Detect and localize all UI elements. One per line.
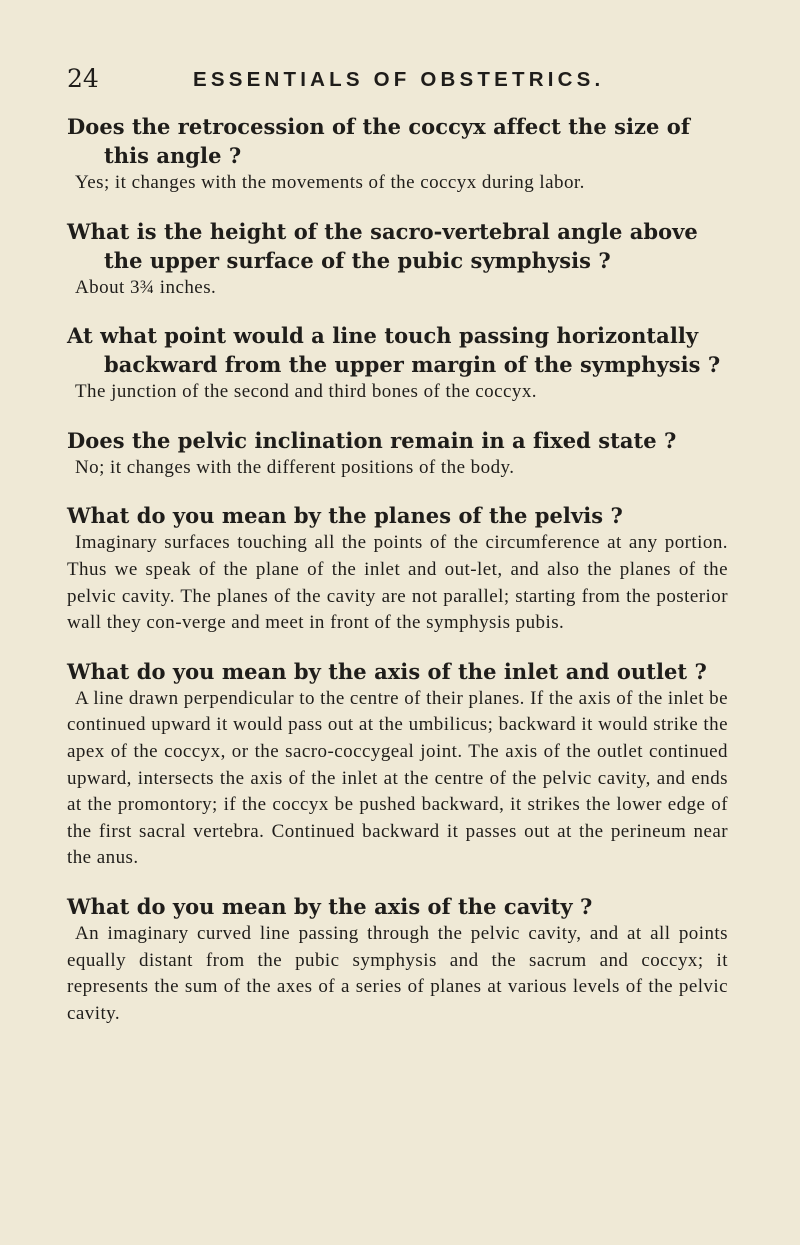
qa-item: [67, 321, 728, 406]
question-text: What is the height of the sacro-vertebral angle above the upper surface of the pubic symphysis ?: [67, 218, 698, 273]
page-number: 24: [67, 64, 99, 93]
answer-text: A line drawn perpendicular to the centre of their planes. If the axis of the inlet be continued upward it would pass out at the umbilicus; backward it would strike the apex of the coccyx, or the sacro-coccygeal joint. The axis of the outlet continued upward, intersects the axis of the inlet at the centre of the pelvic cavity, and ends at the promontory; if the coccyx be pushed backward, it strikes the lower edge of the first sacral vertebra. Continued backward it passes out at the perineum near the anus.: [67, 687, 728, 869]
running-header: [67, 64, 728, 112]
qa-item: [67, 657, 728, 872]
answer-text: The junction of the second and third bones of the coccyx.: [75, 381, 537, 403]
question-text: Does the pelvic inclination remain in a fixed state ?: [67, 427, 677, 453]
question-text: What do you mean by the axis of the inlet and outlet ?: [67, 658, 707, 684]
answer-text: About 3¾ inches.: [75, 276, 217, 298]
qa-item: [67, 426, 728, 482]
answer-text: No; it changes with the different positions of the body.: [75, 456, 515, 478]
question-text: What do you mean by the axis of the cavity ?: [67, 893, 593, 919]
question-text: Does the retrocession of the coccyx affect the size of this angle ?: [67, 114, 690, 168]
answer-text: Yes; it changes with the movements of the coccyx during labor.: [75, 172, 585, 193]
answer-text: Imaginary surfaces touching all the points of the circumference at any portion. Thus we speak of the plane of the inlet and out-let, and also the planes of the pelvic cavity. The planes of the cavity are not parallel; starting from the posterior wall they con-verge and meet in front of the symphysis pubis.: [67, 532, 728, 634]
answer-text: An imaginary curved line passing through the pelvic cavity, and at all points equally distant from the pubic symphysis and the sacrum and coccyx; it represents the sum of the axes of a series of planes at various levels of the pelvic cavity.: [67, 922, 728, 1024]
question-text: At what point would a line touch passing horizontally backward from the upper margin of the symphysis ?: [67, 323, 721, 378]
qa-item: [67, 217, 728, 302]
qa-item: [67, 112, 728, 197]
qa-item: [67, 892, 728, 1027]
qa-item: [67, 501, 728, 636]
question-text: What do you mean by the planes of the pelvis ?: [67, 503, 623, 529]
book-title-header: ESSENTIALS OF OBSTETRICS.: [193, 68, 605, 91]
